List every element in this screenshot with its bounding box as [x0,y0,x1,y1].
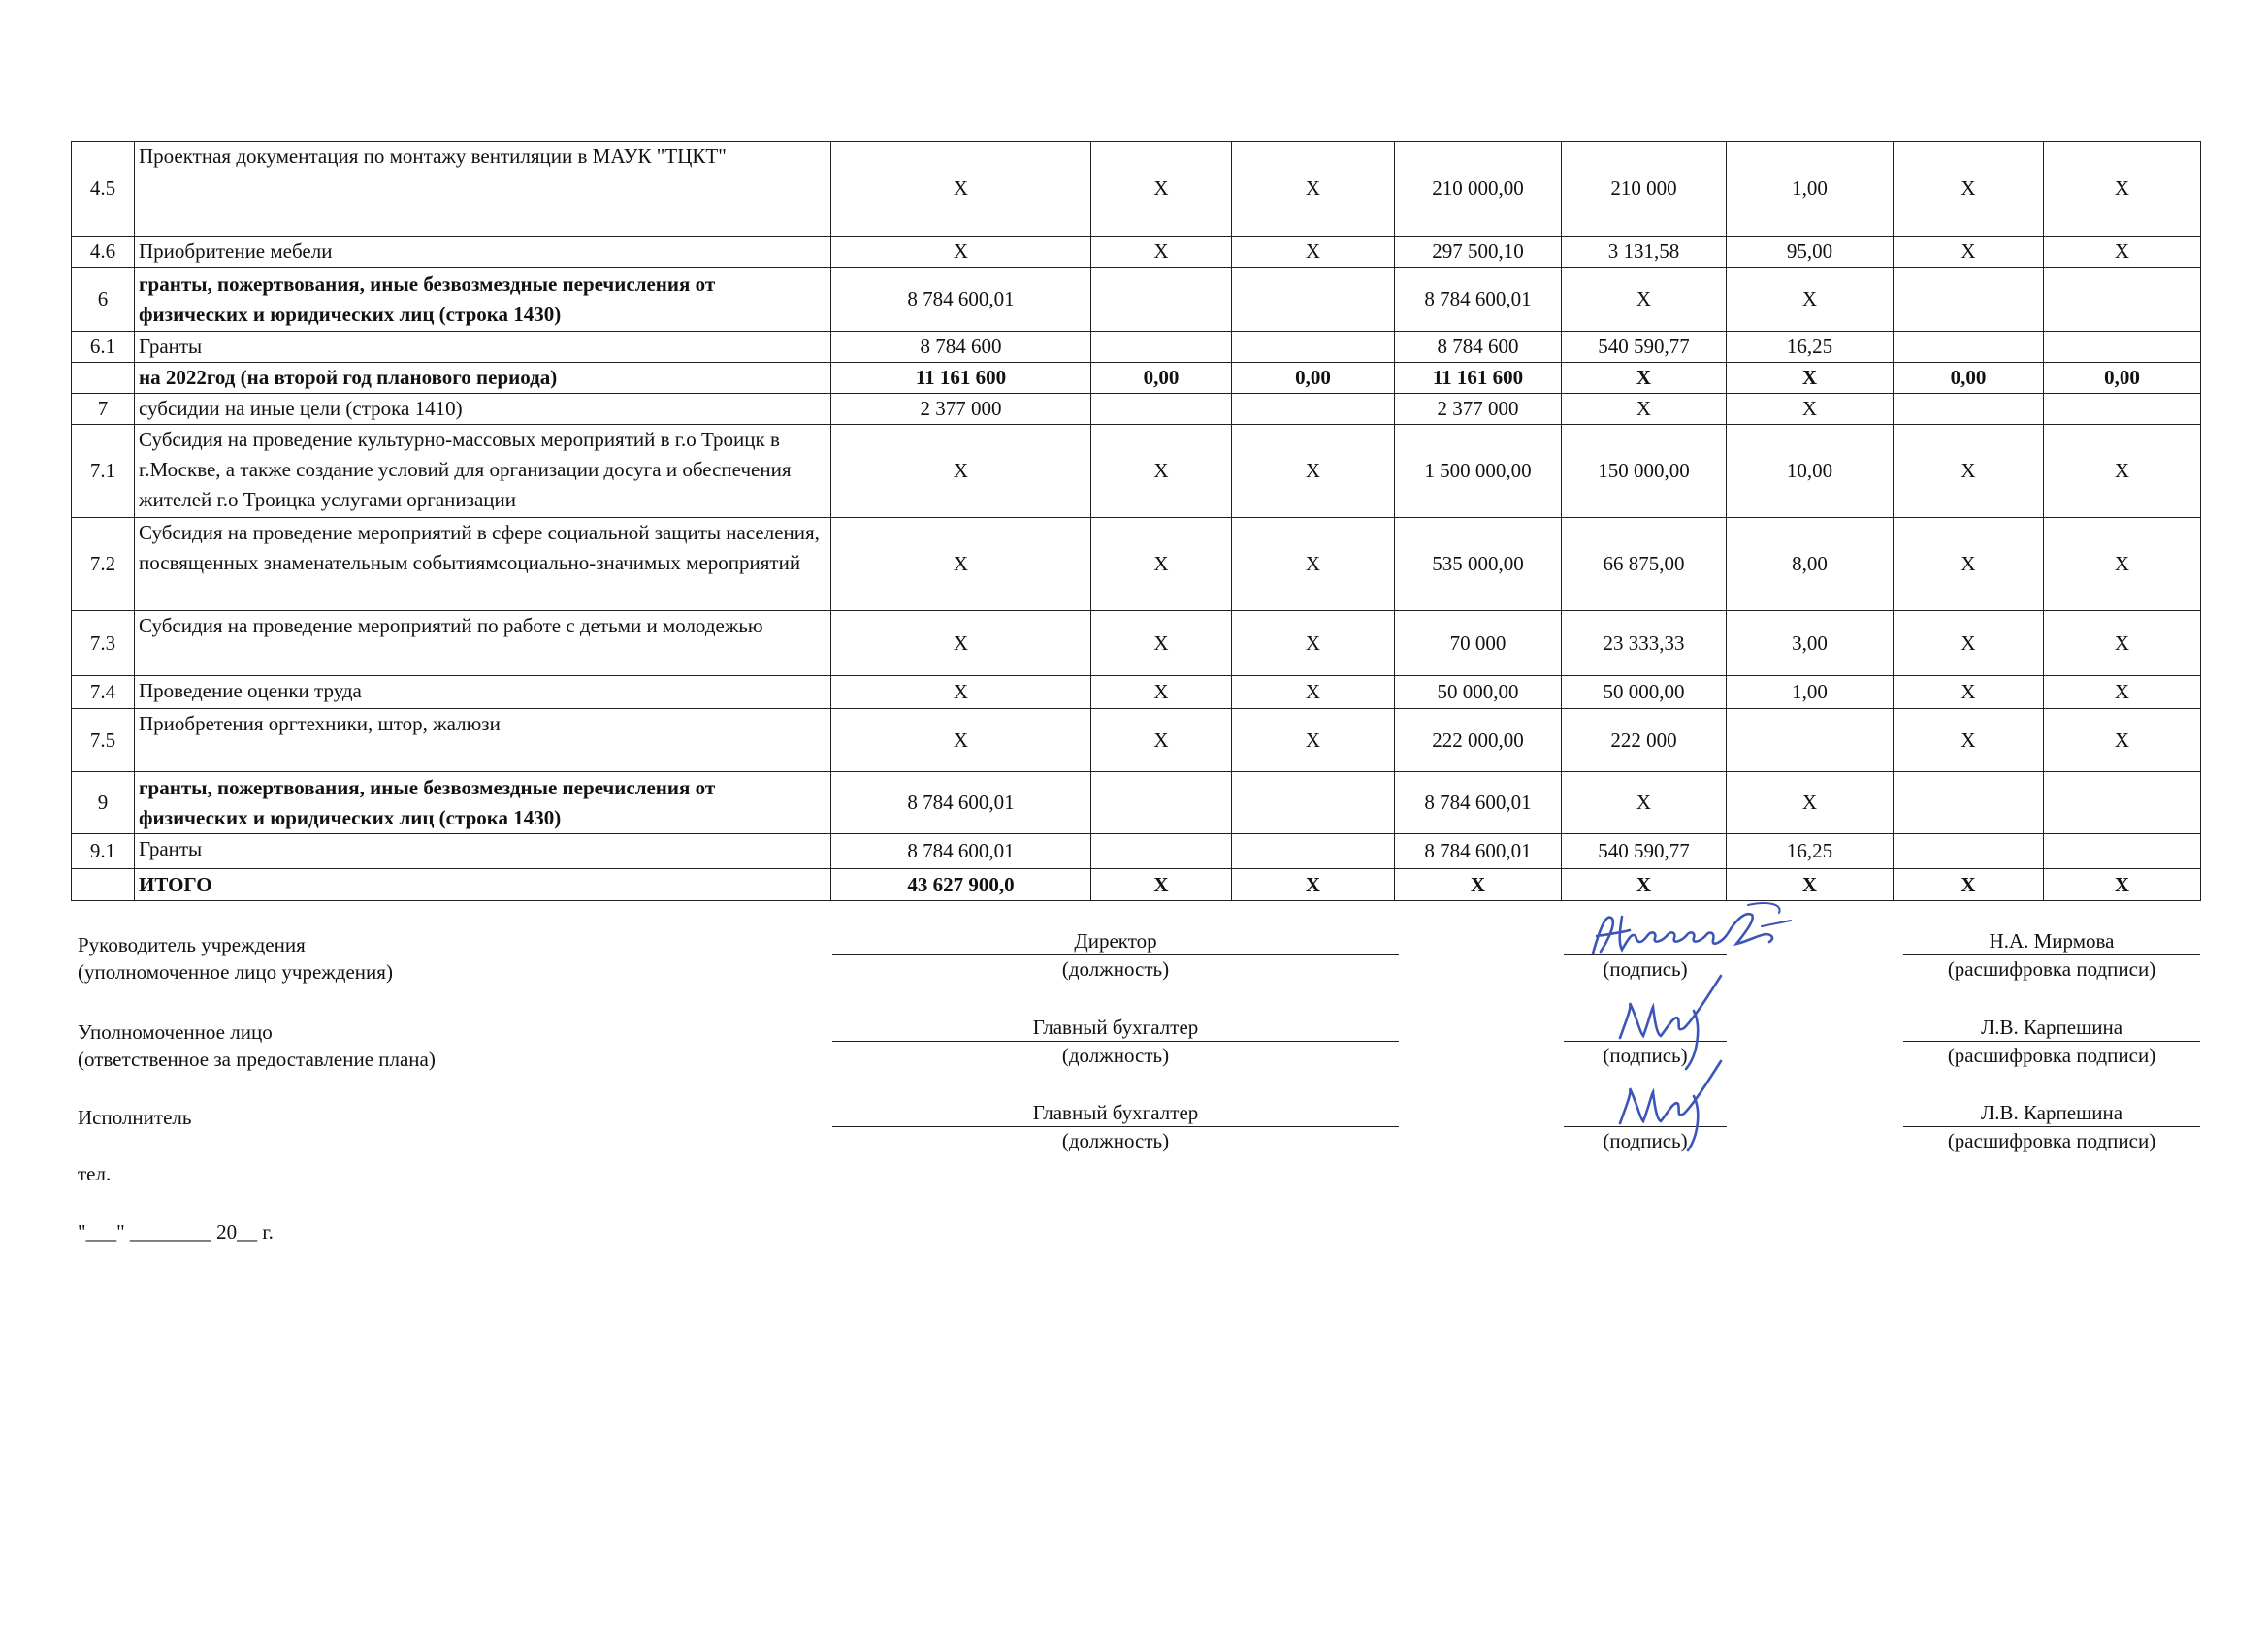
value-cell: X [2044,237,2201,268]
row-name-cell: Субсидия на проведение мероприятий по работе с детьми и молодежью [135,611,831,676]
value-cell: 297 500,10 [1395,237,1562,268]
value-cell: 70 000 [1395,611,1562,676]
value-cell: 210 000 [1562,142,1727,237]
value-cell: X [1727,268,1894,332]
value-cell: 8 784 600,01 [1395,772,1562,834]
value-cell: 3 131,58 [1562,237,1727,268]
value-cell: 23 333,33 [1562,611,1727,676]
row-name-cell: Проведение оценки труда [135,676,831,709]
value-cell: X [831,237,1091,268]
value-cell: X [1091,709,1232,772]
head-sublabel: (уполномоченное лицо учреждения) [78,960,393,984]
value-cell: 2 377 000 [1395,394,1562,425]
row-number-cell: 6 [72,268,135,332]
value-cell: X [1727,772,1894,834]
value-cell: X [1395,869,1562,901]
executor-name: Л.В. Карпешина [1980,1101,2123,1124]
authorized-label: Уполномоченное лицо [78,1020,273,1044]
row-number-cell: 9.1 [72,834,135,869]
value-cell: X [1232,142,1395,237]
value-cell: X [1562,363,1727,394]
value-cell: 2 377 000 [831,394,1091,425]
value-cell: X [1894,676,2044,709]
value-cell: 1,00 [1727,142,1894,237]
authorized-name-caption: (расшифровка подписи) [1947,1044,2156,1067]
value-cell: X [1232,676,1395,709]
value-cell: 150 000,00 [1562,425,1727,518]
row-number-cell: 7.4 [72,676,135,709]
value-cell: 0,00 [1894,363,2044,394]
value-cell: 10,00 [1727,425,1894,518]
row-name-cell: Приобритение мебели [135,237,831,268]
value-cell: X [1727,869,1894,901]
row-number-cell: 7.1 [72,425,135,518]
value-cell: 1,00 [1727,676,1894,709]
value-cell: 8 784 600,01 [831,772,1091,834]
row-name-cell: Приобретения оргтехники, штор, жалюзи [135,709,831,772]
value-cell: 50 000,00 [1562,676,1727,709]
value-cell: X [1727,363,1894,394]
value-cell: 540 590,77 [1562,332,1727,363]
value-cell: X [1091,425,1232,518]
value-cell: X [2044,709,2201,772]
value-cell: 0,00 [1232,363,1395,394]
row-name-cell: на 2022год (на второй год планового периода) [135,363,831,394]
authorized-position-caption: (должность) [1061,1044,1170,1067]
value-cell: X [1091,237,1232,268]
row-name-cell: субсидии на иные цели (строка 1410) [135,394,831,425]
value-cell: 8 784 600,01 [831,268,1091,332]
head-name: Н.А. Мирмова [1989,929,2115,953]
value-cell: 16,25 [1727,834,1894,869]
value-cell: 3,00 [1727,611,1894,676]
row-name-cell: ИТОГО [135,869,831,901]
head-signature-image [1571,897,1814,975]
value-cell: X [831,676,1091,709]
value-cell: X [2044,869,2201,901]
row-number-cell: 7 [72,394,135,425]
value-cell: X [1894,611,2044,676]
value-cell: X [1232,237,1395,268]
head-name-caption: (расшифровка подписи) [1947,957,2156,981]
value-cell: 0,00 [2044,363,2201,394]
value-cell: 11 161 600 [831,363,1091,394]
authorized-name: Л.В. Карпешина [1980,1016,2123,1039]
value-cell: 95,00 [1727,237,1894,268]
value-cell: X [2044,142,2201,237]
value-cell: X [1232,611,1395,676]
value-cell: X [1562,869,1727,901]
value-cell: X [1562,772,1727,834]
authorized-sublabel: (ответственное за предоставление плана) [78,1048,436,1071]
head-position-caption: (должность) [1061,957,1170,981]
value-cell: X [1091,518,1232,611]
row-name-cell: Проектная документация по монтажу вентиляции в МАУК "ТЦКТ" [135,142,831,237]
head-label: Руководитель учреждения [78,933,306,956]
value-cell: 8 784 600,01 [1395,268,1562,332]
value-cell: 8 784 600 [1395,332,1562,363]
value-cell: X [2044,425,2201,518]
value-cell: X [2044,611,2201,676]
value-cell: X [1232,709,1395,772]
row-name-cell: Субсидия на проведение мероприятий в сфере социальной защиты населения, посвященных знаменательным событиямсоциально-значимых мероприятий [135,518,831,611]
value-cell: X [831,611,1091,676]
executor-name-caption: (расшифровка подписи) [1947,1129,2156,1152]
value-cell: 1 500 000,00 [1395,425,1562,518]
value-cell: X [1894,709,2044,772]
value-cell: 43 627 900,0 [831,869,1091,901]
executor-signature-image [1601,1048,1746,1154]
value-cell: 540 590,77 [1562,834,1727,869]
value-cell: 50 000,00 [1395,676,1562,709]
value-cell: 8 784 600 [831,332,1091,363]
row-number-cell: 7.3 [72,611,135,676]
value-cell: X [1727,394,1894,425]
value-cell: 222 000 [1562,709,1727,772]
row-number-cell: 7.5 [72,709,135,772]
value-cell: X [831,709,1091,772]
row-name-cell: гранты, пожертвования, иные безвозмездные перечисления от физических и юридических лиц (строка 1430) [135,268,831,332]
value-cell: X [2044,518,2201,611]
value-cell: X [1894,425,2044,518]
value-cell: X [1232,518,1395,611]
executor-position: Главный бухгалтер [1032,1101,1199,1124]
head-signature-caption: (подпись) [1603,957,1688,981]
value-cell: 535 000,00 [1395,518,1562,611]
value-cell: X [1562,394,1727,425]
value-cell: X [1894,142,2044,237]
row-number-cell: 6.1 [72,332,135,363]
executor-signature-caption: (подпись) [1603,1129,1688,1152]
row-name-cell: Гранты [135,332,831,363]
value-cell: X [1894,869,2044,901]
date-line: "___" ________ 20__ г. [78,1220,274,1244]
authorized-position: Главный бухгалтер [1032,1016,1199,1039]
value-cell: X [1091,869,1232,901]
value-cell: 210 000,00 [1395,142,1562,237]
row-number-cell: 4.6 [72,237,135,268]
row-name-cell: гранты, пожертвования, иные безвозмездные перечисления от физических и юридических лиц (строка 1430) [135,772,831,834]
value-cell: X [831,425,1091,518]
authorized-signature-caption: (подпись) [1603,1044,1688,1067]
executor-position-caption: (должность) [1061,1129,1170,1152]
value-cell: X [2044,676,2201,709]
value-cell: X [1091,142,1232,237]
value-cell: 66 875,00 [1562,518,1727,611]
row-name-cell: Гранты [135,834,831,869]
executor-label: Исполнитель [78,1106,192,1129]
row-name-cell: Субсидия на проведение культурно-массовых мероприятий в г.о Троицк в г.Москве, а также создание условий для организации досуга и обеспечения жителей г.о Троицка услугами организации [135,425,831,518]
value-cell: X [1894,237,2044,268]
value-cell: X [1232,869,1395,901]
value-cell: X [1562,268,1727,332]
value-cell: 11 161 600 [1395,363,1562,394]
value-cell: X [1091,611,1232,676]
value-cell: X [1232,425,1395,518]
value-cell: 16,25 [1727,332,1894,363]
value-cell: X [1091,676,1232,709]
value-cell: 8 784 600,01 [1395,834,1562,869]
value-cell: 222 000,00 [1395,709,1562,772]
row-number-cell: 9 [72,772,135,834]
value-cell: 8 784 600,01 [831,834,1091,869]
value-cell: X [1894,518,2044,611]
value-cell: X [831,518,1091,611]
phone-label: тел. [78,1162,112,1185]
head-position: Директор [1074,929,1157,953]
row-number-cell: 7.2 [72,518,135,611]
row-number-cell: 4.5 [72,142,135,237]
value-cell: 0,00 [1091,363,1232,394]
value-cell: X [831,142,1091,237]
value-cell: 8,00 [1727,518,1894,611]
